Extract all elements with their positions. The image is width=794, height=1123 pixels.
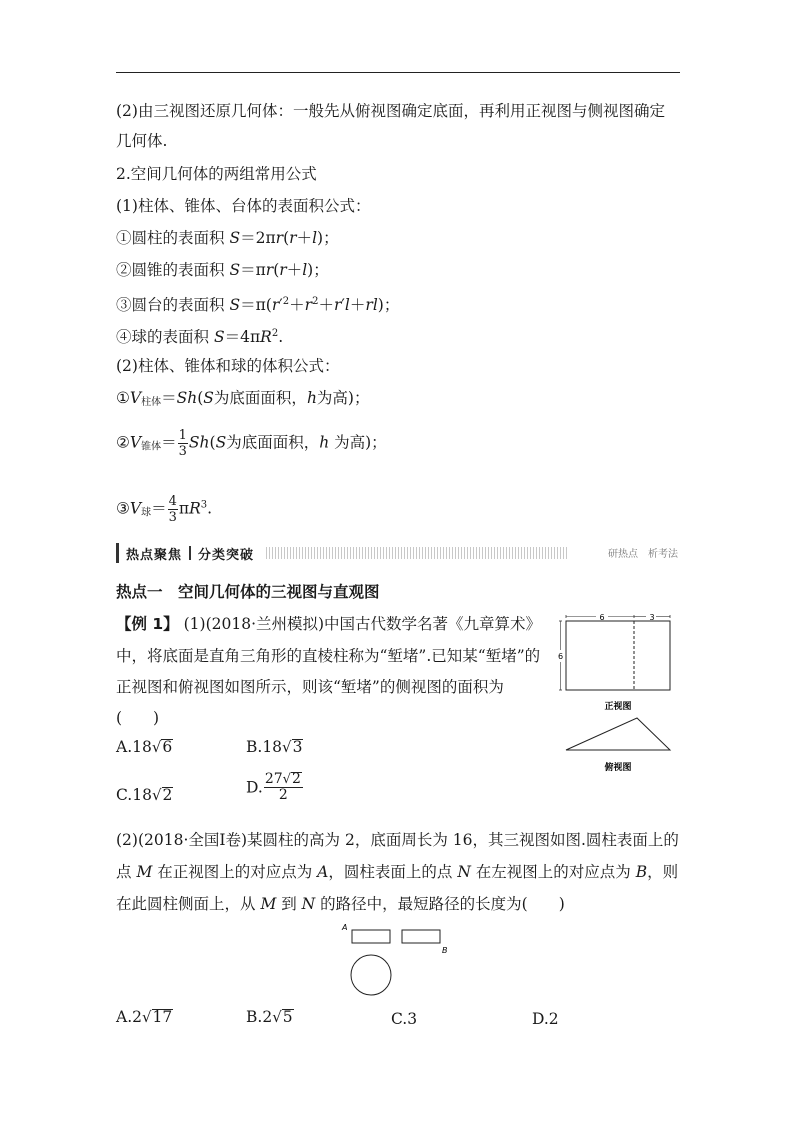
formula-label: ③圆台的表面积 (116, 296, 225, 314)
dim-3-top: 3 (649, 613, 655, 622)
top-view-label: 俯视图 (604, 763, 632, 773)
option-a[interactable]: A.18√6 (116, 738, 173, 756)
example-1-line-4: ( ) (116, 709, 160, 727)
example-2-line-2: 点 M 在正视图上的对应点为 A，圆柱表面上的点 N 在左视图上的对应点为 B，则 (116, 863, 679, 881)
formula-cone-area: ②圆锥的表面积 S＝πr(r＋l)； (116, 261, 329, 279)
formula-sphere-volume: $③V_球=$ $\frac{4}{3}$ $\pi R^3$. (116, 494, 213, 525)
option-2a[interactable]: A.2√17 (116, 1008, 173, 1026)
option-2b[interactable]: B.2√5 (246, 1008, 293, 1026)
option-b[interactable]: B.18√3 (246, 738, 303, 756)
example-2-line-1: (2)(2018·全国Ⅰ卷)某圆柱的高为 2，底面周长为 16，其三视图如图.圆柱表面上的 (116, 831, 679, 849)
formula-label: ②圆锥的表面积 (116, 261, 225, 279)
option-2c[interactable]: C.3 (391, 1010, 418, 1028)
banner-title-1: 热点聚焦 (126, 547, 183, 563)
banner-title-2: 分类突破 (198, 547, 255, 563)
paragraph-1: (2)由三视图还原几何体：一般先从俯视图确定底面，再利用正视图与侧视图确定 (116, 102, 665, 120)
formula-cylinder-area: ①圆柱的表面积 S＝2πr(r＋l)； (116, 229, 339, 247)
formula-label: ④球的表面积 (116, 328, 210, 346)
option-d[interactable]: D. $\frac{27√2}{2}$ (246, 771, 301, 803)
example-1-line-3: 正视图和俯视图如图所示，则该“堑堵”的侧视图的面积为 (116, 678, 504, 696)
point-a-label: A (342, 923, 348, 932)
formula-sphere-area: ④球的表面积 $S=4\pi R^2$. (116, 328, 284, 346)
hotspot-heading: 热点一 空间几何体的三视图与直观图 (116, 583, 380, 601)
example-tag: 【例 1】 (116, 615, 179, 633)
formula-label: ①圆柱的表面积 (116, 229, 225, 247)
point-b-label: B (442, 946, 448, 955)
front-view-label: 正视图 (604, 702, 632, 712)
formula-prism-volume: $①V_{柱体}=Sh(S$为底面面积，h为高)； (116, 389, 370, 408)
option-2d[interactable]: D.2 (532, 1010, 559, 1028)
banner-hatch (266, 547, 568, 559)
formula-pyramid-volume: $②V_{锥体}=$ $\frac{1}{3}$ Sh(S为底面面积，h 为高)； (116, 428, 387, 459)
formula-frustum-area: ③圆台的表面积 $S=\pi(r'^2+r^2+r'l+rl)$； (116, 296, 400, 314)
example-1-line-2: 中，将底面是直角三角形的直棱柱称为“堑堵”.已知某“堑堵”的 (116, 647, 541, 665)
dim-6-top: 6 (599, 613, 605, 622)
subsection-2: (2)柱体、锥体和球的体积公式： (116, 357, 340, 375)
banner-subtitle: 研热点 析考法 (608, 549, 678, 560)
example-1-line-1: 【例 1】 (1)(2018·兰州模拟)中国古代数学名著《九章算术》 (116, 615, 542, 633)
subsection-1: (1)柱体、锥体、台体的表面积公式： (116, 197, 371, 215)
paragraph-1-cont: 几何体. (116, 132, 168, 150)
figure-2 (340, 922, 460, 1002)
figure-1 (552, 612, 682, 792)
section-heading-2: 2.空间几何体的两组常用公式 (116, 165, 317, 183)
option-c[interactable]: C.18√2 (116, 786, 173, 804)
section-banner (116, 543, 678, 563)
dim-6-left: 6 (557, 652, 564, 661)
example-2-line-3: 在此圆柱侧面上，从 M 到 N 的路径中，最短路径的长度为( ) (116, 895, 565, 913)
header-rule (116, 72, 680, 73)
